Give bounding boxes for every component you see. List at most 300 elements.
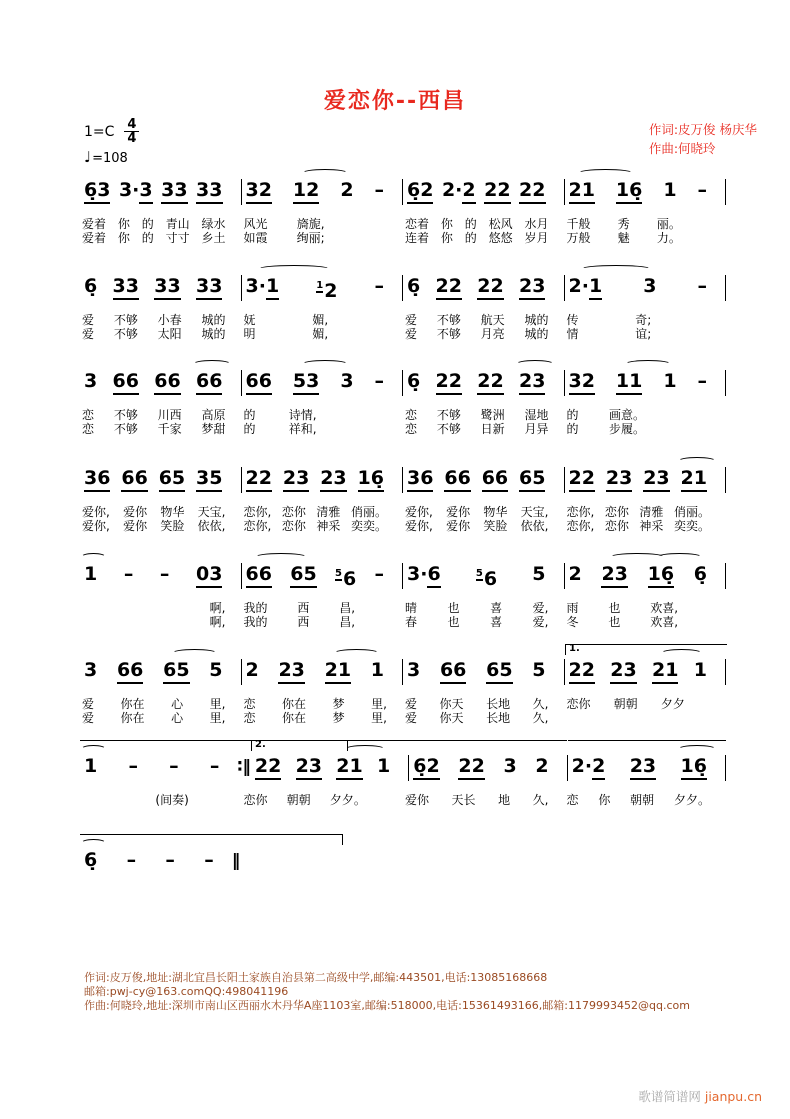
note-token: – (374, 275, 384, 297)
lyric-syllable: 爱你 (405, 793, 430, 807)
lyric-measure (565, 793, 727, 807)
lyric-measure (242, 601, 404, 615)
lyric-syllable (385, 601, 387, 615)
measure (565, 465, 726, 489)
lyric-syllable (661, 711, 663, 725)
lyrics-row (80, 697, 726, 711)
note-token (119, 179, 153, 201)
lyric-syllable: 清雅 (316, 505, 341, 519)
slur-arc (334, 649, 379, 657)
note-token (161, 179, 187, 201)
lyric-syllable (708, 601, 710, 615)
lyric-syllable: 城的 (201, 313, 226, 327)
note-token: – (374, 370, 384, 392)
lyric-syllable (82, 601, 84, 615)
lyric-measure (565, 615, 727, 629)
music-system (80, 465, 726, 539)
lyric-syllable: 月异 (524, 422, 549, 436)
beamed-note: 21 (336, 755, 362, 780)
lyric-syllable: 恋你 (243, 793, 268, 807)
slur-arc (255, 553, 307, 561)
lyric-syllable: 长地 (486, 711, 511, 725)
lyric-measure (242, 408, 404, 422)
lyric-syllable: 城的 (524, 313, 549, 327)
beamed-note: 22 (436, 275, 462, 300)
lyric-syllable: 月亮 (480, 327, 505, 341)
lyric-syllable: 不够 (436, 408, 461, 422)
note-token (320, 467, 346, 489)
lyrics-row (80, 519, 726, 533)
lyric-syllable: 朝朝 (630, 793, 655, 807)
repeat-barline: ∶‖ (237, 757, 251, 777)
lyric-syllable (82, 793, 84, 807)
tempo-value: =108 (92, 151, 128, 166)
lyric-syllable (708, 697, 710, 711)
lyric-syllable: 朝朝 (286, 793, 311, 807)
beamed-note: 65 (159, 467, 185, 492)
lyric-syllable: 也 (447, 601, 460, 615)
final-barline: ‖ (231, 851, 241, 871)
note-token (196, 370, 222, 392)
music-system (80, 368, 726, 442)
grace-note: 1 (316, 280, 324, 291)
note-token (630, 755, 656, 777)
note-token: 3 (407, 659, 421, 681)
beamed-note: 22 (246, 467, 272, 492)
beamed-note: 23 (601, 563, 627, 588)
lyric-syllable: 妩 (243, 313, 256, 327)
lyric-syllable: 不够 (436, 313, 461, 327)
lyric-measure (565, 408, 727, 422)
lyric-syllable: 爱 (82, 711, 95, 725)
lyric-measure (403, 615, 565, 629)
contact-footer (84, 971, 690, 1013)
beamed-note: 6 (427, 563, 440, 588)
lyric-syllable: 欢喜, (650, 601, 679, 615)
lyric-syllable: 久, (532, 711, 549, 725)
lyric-syllable: 爱你 (446, 505, 471, 519)
note-token: 1 (370, 659, 384, 681)
lyric-syllable: 欢喜, (650, 615, 679, 629)
lyric-syllable: 夕夕。 (329, 793, 366, 807)
lyric-syllable: 爱你, (82, 505, 110, 519)
lyric-measure (403, 231, 565, 245)
lyric-syllable: 风光 (243, 217, 268, 231)
note-token (569, 659, 595, 681)
lyrics-row (80, 231, 726, 245)
note-token: – (123, 563, 134, 585)
lyric-syllable: 的 (566, 408, 579, 422)
lyrics-row (80, 601, 726, 615)
lyric-syllable (385, 313, 387, 327)
lyric-syllable: 你 (440, 231, 453, 245)
beamed-note: 6̣2 (413, 755, 439, 780)
lyric-measure (565, 422, 727, 436)
lyric-measure (242, 231, 404, 245)
lyric-syllable: 恋你 (281, 505, 306, 519)
measure (565, 657, 726, 681)
measure (80, 177, 241, 201)
beamed-note: 23 (630, 755, 656, 780)
note-token (569, 179, 595, 201)
note-token (84, 179, 110, 201)
song-title: 爱恋你--西昌 (323, 89, 467, 114)
lyric-syllable: 爱 (82, 313, 95, 327)
lyric-syllable: 寸寸 (165, 231, 190, 245)
note-token: 2 (535, 755, 549, 777)
note-token: – (128, 755, 138, 777)
lyric-syllable: 喜 (490, 601, 503, 615)
lyric-syllable: 的 (141, 217, 154, 231)
beamed-note: 66 (113, 370, 139, 395)
music-system (80, 643, 726, 731)
lyric-syllable: 也 (608, 601, 621, 615)
music-system (80, 847, 726, 921)
lyric-syllable: 心 (171, 711, 184, 725)
notes-line (80, 561, 726, 593)
lyric-measure (242, 615, 404, 629)
note-token (163, 659, 189, 681)
note-token (196, 275, 222, 297)
slur-arc (302, 360, 348, 368)
volta-label: 1. (569, 643, 580, 654)
lyric-syllable: 爱着 (82, 217, 107, 231)
slur-arc (258, 265, 330, 273)
lyric-syllable: 恋你 (604, 519, 629, 533)
lyrics-row (80, 505, 726, 519)
lyric-syllable: 爱 (405, 697, 418, 711)
note-token (325, 659, 351, 681)
beamed-note: 2 (592, 755, 605, 780)
lyric-measure (565, 697, 727, 711)
lyric-syllable (354, 217, 356, 231)
notes-line (80, 739, 726, 785)
lyric-syllable: 俏丽。 (673, 505, 710, 519)
lyric-syllable: 绿水 (201, 217, 226, 231)
lyric-measure (403, 408, 565, 422)
lyric-syllable: 爱 (405, 327, 418, 341)
lyric-syllable: 朝朝 (613, 697, 638, 711)
lyric-measure (242, 793, 404, 807)
lyric-syllable: 恋你 (566, 697, 591, 711)
lyric-syllable (708, 313, 710, 327)
lyrics-row (80, 217, 726, 231)
lyric-syllable: 绚丽; (296, 231, 325, 245)
note-token (196, 563, 222, 585)
beamed-note: 22 (519, 179, 545, 204)
beamed-note: 16̣ (681, 755, 707, 780)
lyric-syllable: 笑脸 (483, 519, 508, 533)
lyric-syllable (708, 327, 710, 341)
note-token (569, 275, 603, 297)
note-token (484, 179, 510, 201)
lyric-measure (80, 422, 242, 436)
beamed-note: 66 (121, 467, 147, 492)
quarter-note-icon: ♩ (84, 148, 92, 166)
measure (403, 657, 564, 681)
measure (242, 368, 403, 392)
lyric-syllable: 连着 (405, 231, 430, 245)
lyric-syllable: 爱 (82, 327, 95, 341)
lyrics-row (80, 422, 726, 436)
note-token (246, 467, 272, 489)
note-token (278, 659, 304, 681)
note-token (444, 467, 470, 489)
lyric-measure (242, 505, 404, 519)
lyric-syllable (708, 408, 710, 422)
lyric-syllable (223, 793, 225, 807)
lyric-measure (80, 327, 242, 341)
footer-line: 作曲:何晓玲,地址:深圳市南山区西丽水木丹华A座1103室,邮编:518000,电话:15361493166,邮箱:1179993452@qq.com (84, 999, 690, 1012)
measure (565, 561, 726, 585)
lyric-syllable: 湿地 (524, 408, 549, 422)
note-token: – (697, 275, 707, 297)
note-token (255, 755, 281, 777)
lyric-measure (80, 615, 242, 629)
lyric-syllable: 里, (209, 697, 226, 711)
note-token (293, 370, 319, 392)
lyric-syllable: 里, (209, 711, 226, 725)
note-token: $^5$6 (475, 568, 498, 590)
measure (251, 753, 408, 777)
note-token (486, 659, 512, 681)
note-token: 1 (663, 179, 677, 201)
beamed-note: 22 (484, 179, 510, 204)
measure (403, 465, 564, 489)
note-token: $^5$6 (335, 568, 357, 590)
lyric-syllable: 不够 (113, 313, 138, 327)
note-token: 1 (84, 563, 98, 585)
key-label: 1=C (84, 123, 115, 140)
measure (242, 657, 403, 681)
note-token (477, 275, 503, 297)
beamed-note: 22 (477, 370, 503, 395)
lyric-measure (565, 327, 727, 341)
note-token: – (697, 370, 707, 392)
lyric-syllable: 画意。 (609, 408, 646, 422)
beamed-note: 22 (436, 370, 462, 395)
lyric-syllable: 恋你, (566, 519, 595, 533)
measure (565, 368, 726, 392)
beamed-note: 1 (589, 275, 602, 300)
measure (80, 561, 241, 585)
lyric-syllable: 你天 (439, 711, 464, 725)
lyric-syllable (350, 422, 352, 436)
note-token (290, 563, 316, 585)
lyric-syllable: 梦 (332, 711, 345, 725)
beamed-note: 33 (154, 275, 180, 300)
lyric-syllable: 不够 (436, 422, 461, 436)
note-token: – (159, 563, 170, 585)
note-token (616, 179, 642, 201)
lyric-syllable: 不够 (113, 408, 138, 422)
lyric-syllable: 恋你 (281, 519, 306, 533)
lyric-syllable: 恋着 (405, 217, 430, 231)
lyric-syllable: 恋 (405, 422, 418, 436)
lyric-syllable (354, 231, 356, 245)
lyric-syllable: 城的 (201, 327, 226, 341)
barline (725, 370, 726, 396)
dotted-note: 2· (441, 179, 463, 201)
notes-line (80, 847, 726, 879)
note-token: – (697, 179, 707, 201)
beamed-note: 21 (569, 179, 595, 204)
beamed-note: 66 (246, 370, 272, 395)
beamed-note: 23 (519, 275, 545, 300)
lyric-syllable (708, 231, 710, 245)
measure (403, 177, 564, 201)
lyric-syllable: 西 (297, 601, 310, 615)
grace-note: 5 (335, 568, 342, 579)
lyric-syllable: 昌, (339, 601, 356, 615)
lyric-syllable: 步履。 (609, 422, 646, 436)
note-token (246, 275, 280, 297)
note-token (436, 275, 462, 297)
lyric-measure (403, 217, 565, 231)
lyric-syllable: 秀 (617, 217, 630, 231)
note-token (196, 179, 222, 201)
beamed-note: 6̣3 (84, 179, 110, 204)
note-token (440, 659, 466, 681)
measure (80, 753, 237, 777)
lyric-syllable: 魅 (617, 231, 630, 245)
barline (725, 659, 726, 685)
lyric-syllable (167, 601, 169, 615)
beamed-note: 33 (196, 179, 222, 204)
lyric-measure (565, 601, 727, 615)
measure (242, 561, 403, 590)
note-token: 6̣ (693, 563, 707, 585)
note-token (283, 467, 309, 489)
beamed-note: 21 (681, 467, 707, 492)
lyric-syllable: 恋你, (243, 519, 272, 533)
lyric-syllable: 爱 (405, 711, 418, 725)
note-token (458, 755, 484, 777)
note-token (601, 563, 627, 585)
lyric-measure (403, 505, 565, 519)
lyric-measure (242, 313, 404, 327)
barline (725, 179, 726, 205)
beamed-note: 11 (616, 370, 642, 395)
beamed-note: 22 (477, 275, 503, 300)
measure (403, 273, 564, 297)
measure (565, 177, 726, 201)
measure (568, 753, 725, 777)
lyric-measure (242, 711, 404, 725)
beamed-note: 12 (293, 179, 319, 204)
lyric-syllable: 爱 (82, 697, 95, 711)
measure (80, 847, 232, 871)
beamed-note: 23 (278, 659, 304, 684)
beamed-note: 6̣2 (407, 179, 433, 204)
beamed-note: 23 (296, 755, 322, 780)
lyric-syllable: 里, (371, 697, 387, 711)
lyric-syllable: 恋 (82, 408, 95, 422)
lyric-syllable (119, 793, 121, 807)
lyrics-row (80, 793, 726, 807)
beamed-note: 66 (154, 370, 180, 395)
lyric-syllable: 喜 (490, 615, 503, 629)
lyric-syllable: 你在 (282, 711, 307, 725)
beamed-note: 2 (462, 179, 475, 204)
lyric-syllable: 也 (447, 615, 460, 629)
beamed-note: 32 (569, 370, 595, 395)
music-system (80, 739, 726, 827)
measure (403, 368, 564, 392)
lyric-syllable: 爱你, (405, 505, 433, 519)
lyric-measure (403, 697, 565, 711)
lyric-syllable: 地 (498, 793, 511, 807)
note-token (84, 467, 110, 489)
note-token: 1 (376, 755, 391, 777)
volta-bracket (565, 644, 727, 655)
barline (725, 563, 726, 589)
note-token (519, 370, 545, 392)
music-system (80, 273, 726, 347)
lyric-syllable: 奇; (635, 313, 652, 327)
note-token (407, 563, 441, 585)
lyric-syllable (708, 217, 710, 231)
lyric-syllable: 传 (566, 313, 579, 327)
volta-bracket (251, 740, 409, 751)
note-token: 2 (245, 659, 259, 681)
lyric-measure (565, 231, 727, 245)
dotted-note: 2· (571, 755, 593, 777)
measure (80, 465, 241, 489)
lyric-syllable (385, 408, 387, 422)
note-token: 1 (663, 370, 677, 392)
lyric-syllable: 恋 (243, 711, 256, 725)
footer-line: 邮箱:pwj-cy@163.comQQ:498041196 (84, 985, 289, 998)
lyric-syllable: 爱你 (123, 505, 148, 519)
note-token: 5 (532, 563, 546, 585)
beamed-note: 22 (255, 755, 281, 780)
lyric-syllable: 神采 (639, 519, 664, 533)
lyric-syllable: 丽。 (656, 217, 681, 231)
beamed-note: 65 (519, 467, 545, 492)
lyric-syllable: 神采 (316, 519, 341, 533)
lyric-syllable: 城的 (524, 327, 549, 341)
lyric-syllable: 力。 (656, 231, 681, 245)
beamed-note: 23 (610, 659, 636, 684)
lyric-syllable: 明 (243, 327, 256, 341)
lyric-syllable: 爱 (405, 313, 418, 327)
lyric-syllable: 恋 (566, 793, 579, 807)
beamed-note: 32 (246, 179, 272, 204)
note-token (477, 370, 503, 392)
lyric-syllable (385, 793, 387, 807)
lyric-syllable: 旖旎, (296, 217, 325, 231)
lyric-syllable (676, 422, 678, 436)
lyric-syllable: 爱你, (82, 519, 110, 533)
beamed-note: 23 (519, 370, 545, 395)
lyric-syllable: 你 (598, 793, 611, 807)
slur-arc (516, 360, 554, 368)
lyric-syllable: 我的 (243, 601, 268, 615)
note-token (436, 370, 462, 392)
lyric-measure (242, 697, 404, 711)
note-token (293, 179, 319, 201)
lyric-syllable: 情 (566, 327, 579, 341)
lyric-syllable: 你在 (120, 697, 145, 711)
lyric-syllable: 恋 (243, 697, 256, 711)
lyric-measure (565, 313, 727, 327)
lyric-syllable: 爱你 (446, 519, 471, 533)
lyric-syllable: 松风 (488, 217, 513, 231)
lyric-syllable: 如霞 (243, 231, 268, 245)
lyric-measure (80, 408, 242, 422)
lyric-syllable (167, 615, 169, 629)
